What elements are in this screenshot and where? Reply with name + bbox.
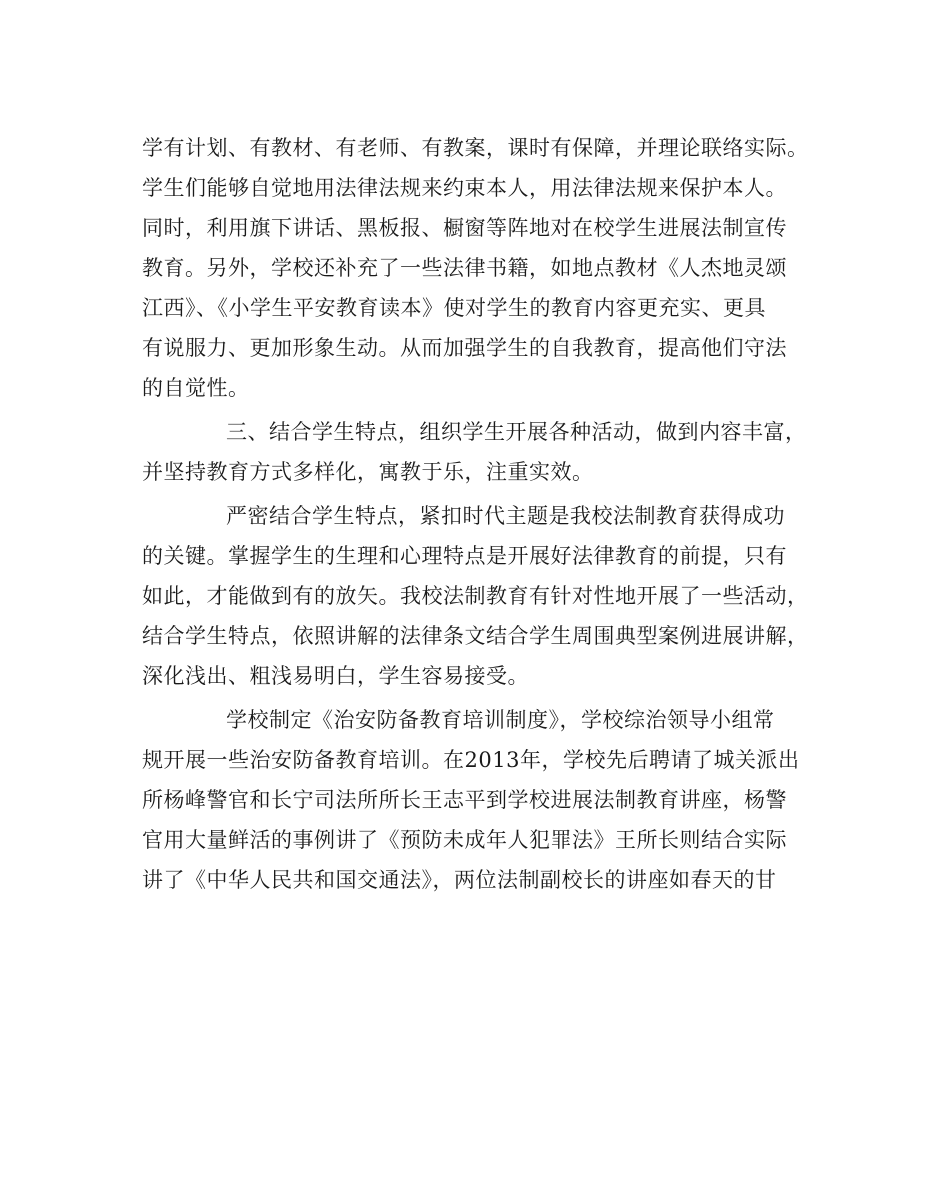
text-line: 教育。另外，学校还补充了一些法律书籍，如地点教材《人杰地灵颂 — [142, 256, 787, 280]
text-line: 有说服力、更加形象生动。从而加强学生的自我教育，提高他们守法 — [142, 336, 787, 360]
document-body — [142, 128, 822, 900]
text-line: 所杨峰警官和长宁司法所所长王志平到学校进展法制教育讲座，杨警 — [142, 788, 787, 812]
text-line: 如此，才能做到有的放矢。我校法制教育有针对性地开展了一些活动， — [142, 584, 809, 608]
text-line: 学校制定《治安防备教育培训制度》，学校综治领导小组常 — [226, 708, 775, 732]
text-line: 讲了《中华人民共和国交通法》，两位法制副校长的讲座如春天的甘 — [142, 868, 777, 892]
text-line: 深化浅出、粗浅易明白，学生容易接受。 — [142, 664, 529, 688]
text-line: 的关键。掌握学生的生理和心理特点是开展好法律教育的前提，只有 — [142, 544, 787, 568]
text-line: 规开展一些治安防备教育培训。在2013年，学校先后聘请了城关派出 — [142, 748, 800, 772]
section-heading-line: 三、结合学生特点，组织学生开展各种活动，做到内容丰富， — [226, 420, 807, 444]
text-line: 同时，利用旗下讲话、黑板报、橱窗等阵地对在校学生进展法制宣传 — [142, 216, 787, 240]
section-heading-line: 并坚持教育方式多样化，寓教于乐，注重实效。 — [142, 460, 594, 484]
text-line: 的自觉性。 — [142, 376, 250, 400]
text-line: 江西》、《小学生平安教育读本》使对学生的教育内容更充实、更具 — [142, 296, 766, 320]
text-line: 学有计划、有教材、有老师、有教案，课时有保障，并理论联络实际。 — [142, 136, 809, 160]
text-line: 官用大量鲜活的事例讲了《预防未成年人犯罪法》王所长则结合实际 — [142, 828, 787, 852]
text-line: 学生们能够自觉地用法律法规来约束本人，用法律法规来保护本人。 — [142, 176, 787, 200]
text-line: 结合学生特点，依照讲解的法律条文结合学生周围典型案例进展讲解， — [142, 624, 809, 648]
text-line: 严密结合学生特点，紧扣时代主题是我校法制教育获得成功 — [226, 504, 785, 528]
